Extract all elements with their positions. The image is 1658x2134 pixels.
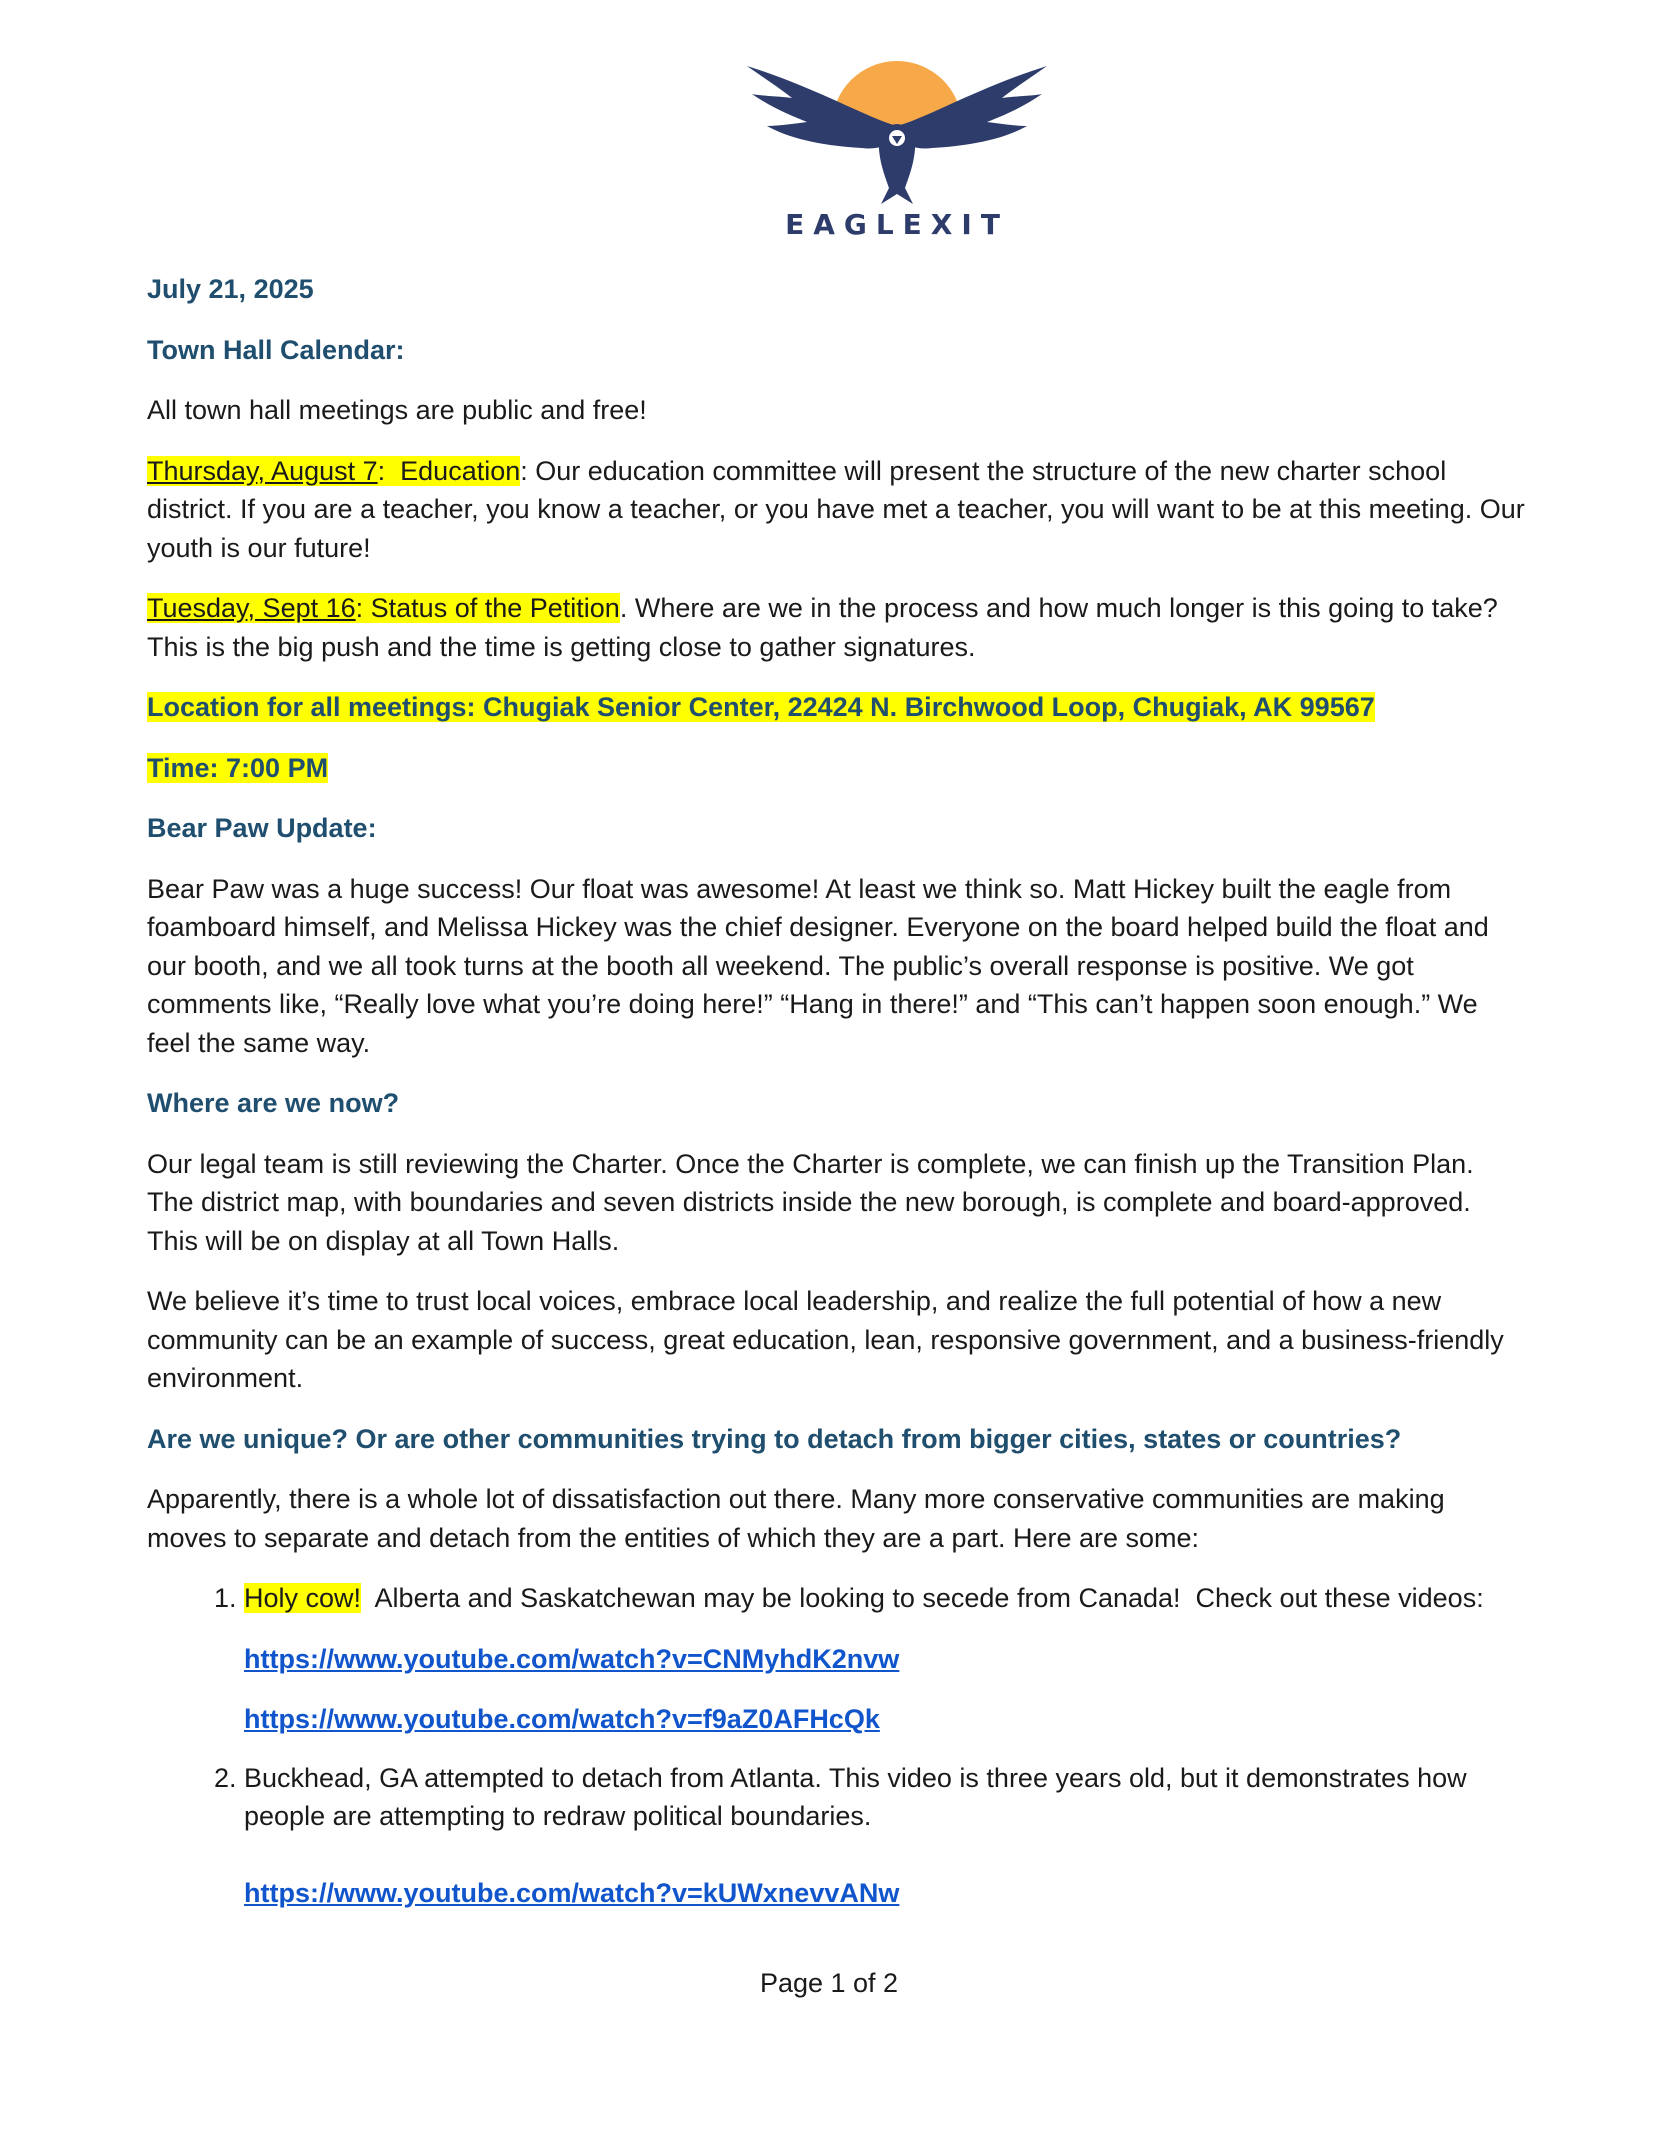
youtube-link-alberta-2[interactable]: https://www.youtube.com/watch?v=f9aZ0AFHcQk (244, 1704, 880, 1734)
unique-intro: Apparently, there is a whole lot of dissatisfaction out there. Many more conservative communities are making moves to separate and detach from the entities of which they are a part. Here are some: (147, 1484, 1445, 1553)
logo-wordmark: EAGLEXIT (785, 208, 1009, 241)
event-education-body: : Our education committee will present the structure of the new charter school district. If you are a teacher, you know a teacher, or you have met a teacher, you will want to be at this meeting. Our youth is our future! (147, 455, 1525, 563)
bearpaw-body: Bear Paw was a huge success! Our float was awesome! At least we think so. Matt Hickey built the eagle from foamboard himself, and Melissa Hickey was the chief designer. Everyone on the board helped build the float and our booth, and we all took turns at the booth all weekend. The public’s overall response is positive. We got comments like, “Really love what you’re doing here!” “Hang in there!” and “This can’t happen soon enough.” We feel the same way. (147, 873, 1489, 1058)
now-paragraph-1: Our legal team is still reviewing the Charter. Once the Charter is complete, we can finish up the Transition Plan. The district map, with boundaries and seven districts inside the new borough, is complete and board-approved. This will be on display at all Town Halls. (147, 1148, 1474, 1256)
youtube-link-alberta-1[interactable]: https://www.youtube.com/watch?v=CNMyhdK2nvw (244, 1643, 900, 1674)
now-heading: Where are we now? (147, 1088, 400, 1118)
event-education (147, 452, 1527, 568)
item1-text: Alberta and Saskatchewan may be looking to secede from Canada! Check out these videos: (361, 1583, 1484, 1613)
event-petition-date: Tuesday, Sept 16 (147, 593, 356, 623)
meeting-time-text: Time: 7:00 PM (147, 752, 329, 783)
event-education-topic: Education (400, 455, 521, 486)
document-date: July 21, 2025 (147, 274, 314, 304)
event-education-separator: : (377, 455, 401, 486)
unique-heading: Are we unique? Or are other communities trying to detach from bigger cities, states or countries? (147, 1423, 1402, 1454)
list-item (244, 1579, 1527, 1739)
item1-highlight: Holy cow! (244, 1583, 362, 1613)
calendar-intro: All town hall meetings are public and free! (147, 395, 647, 425)
event-petition-separator: : (355, 593, 371, 623)
event-petition-body: . Where are we in the process and how much longer is this going to take? This is the big push and the time is getting close to gather signatures. (147, 593, 1498, 662)
list-item (244, 1759, 1527, 1913)
event-education-date: Thursday, August 7 (147, 455, 378, 486)
meeting-time (147, 749, 1527, 788)
meeting-location-text: Location for all meetings: Chugiak Senior Center, 22424 N. Birchwood Loop, Chugiak, AK 99567 (147, 692, 1375, 722)
meeting-location (147, 688, 1527, 727)
event-petition-topic: Status of the Petition (370, 593, 620, 623)
document-body (147, 270, 1527, 1932)
item2-text: Buckhead, GA attempted to detach from Atlanta. This video is three years old, but it demonstrates how people are attempting to redraw political boundaries. (244, 1762, 1467, 1831)
youtube-link-buckhead[interactable]: https://www.youtube.com/watch?v=kUWxnevvANw (244, 1877, 900, 1908)
eaglexit-logo (747, 48, 1047, 258)
bearpaw-heading: Bear Paw Update: (147, 813, 377, 843)
now-paragraph-2: We believe it’s time to trust local voices, embrace local leadership, and realize the full potential of how a new community can be an example of success, great education, lean, responsive government, and a business-friendly environment. (147, 1286, 1504, 1393)
event-petition (147, 589, 1527, 666)
eagle-sun-icon (747, 48, 1047, 208)
page-number: Page 1 of 2 (759, 1968, 899, 1998)
examples-list (147, 1579, 1527, 1912)
calendar-heading: Town Hall Calendar: (147, 334, 405, 365)
